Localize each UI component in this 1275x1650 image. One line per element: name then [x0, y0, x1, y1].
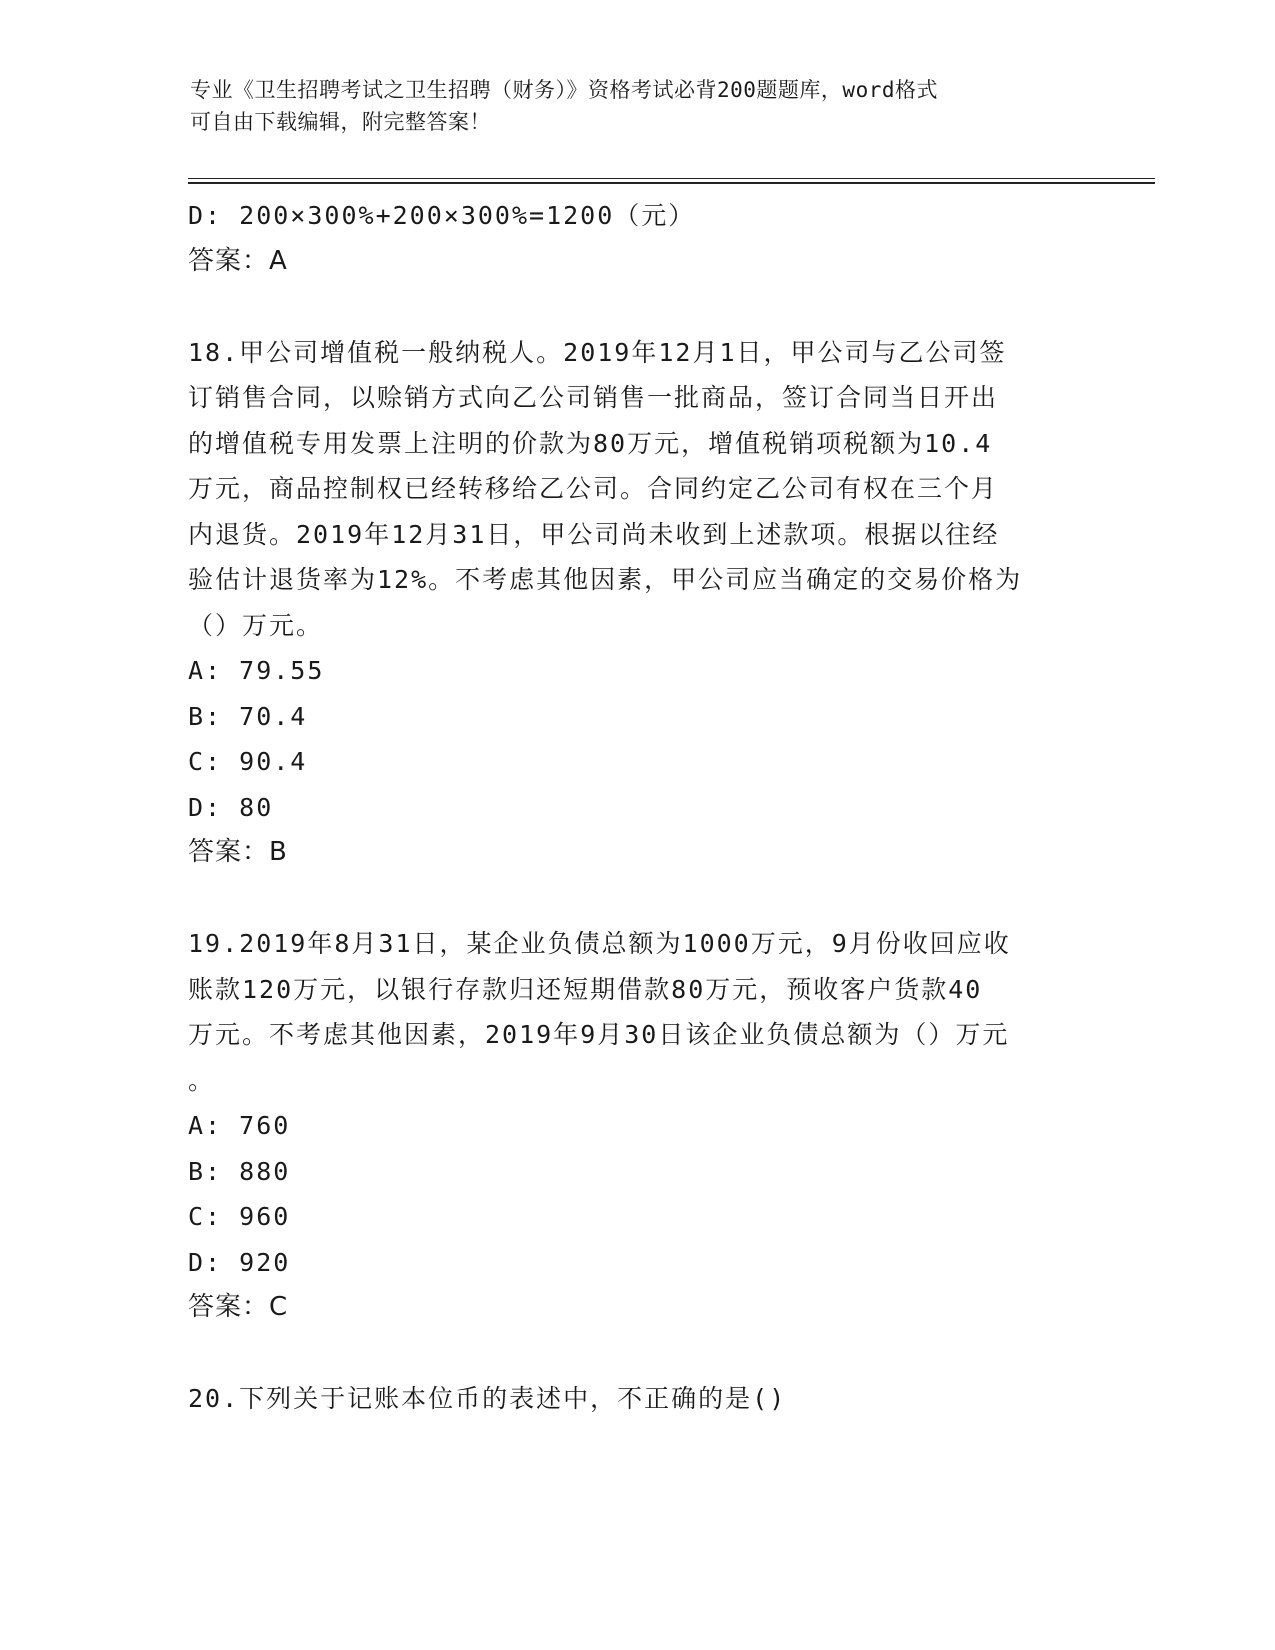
question-18-line: （）万元。	[188, 610, 324, 640]
question-19-answer: 答案：C	[188, 1292, 289, 1322]
question-18-answer: 答案：B	[188, 837, 288, 867]
question-19-line: 账款120万元，以银行存款归还短期借款80万元，预收客户货款40	[188, 974, 983, 1004]
header-title-line-1: 专业《卫生招聘考试之卫生招聘（财务）》资格考试必背200题题库，word格式	[190, 78, 938, 102]
question-19-line: 。	[188, 1065, 216, 1095]
question-18-option-b: B: 70.4	[188, 701, 308, 731]
document-body	[188, 193, 1088, 1422]
question-20-line: 20.下列关于记账本位币的表述中，不正确的是()	[188, 1384, 787, 1413]
header-divider-thin	[188, 178, 1155, 179]
question-18-line: 的增值税专用发票上注明的价款为80万元，增值税销项税额为10.4	[188, 428, 993, 458]
question-19	[188, 921, 1078, 1103]
spacer	[188, 876, 1088, 922]
prev-option-d: D: 200×300%+200×300%=1200（元）	[188, 201, 696, 230]
question-18-line: 验估计退货率为12%。不考虑其他因素，甲公司应当确定的交易价格为	[188, 565, 1023, 594]
page-header	[190, 74, 1090, 138]
question-19-option-d: D: 920	[188, 1247, 291, 1277]
question-18-line: 内退货。2019年12月31日，甲公司尚未收到上述款项。根据以往经	[188, 519, 1000, 549]
question-18	[188, 330, 1078, 649]
question-18-line: 万元，商品控制权已经转移给乙公司。合同约定乙公司有权在三个月	[188, 474, 999, 503]
question-19-option-b: B: 880	[188, 1156, 291, 1186]
header-divider-thick	[188, 182, 1155, 184]
question-19-option-c: C: 960	[188, 1202, 291, 1231]
question-18-line: 订销售合同，以赊销方式向乙公司销售一批商品，签订合同当日开出	[188, 383, 999, 412]
question-18-line: 18.甲公司增值税一般纳税人。2019年12月1日，甲公司与乙公司签	[188, 337, 1007, 367]
spacer	[188, 1331, 1088, 1377]
prev-answer: 答案：A	[188, 245, 288, 276]
question-19-option-a: A: 760	[188, 1111, 291, 1140]
question-18-option-c: C: 90.4	[188, 747, 308, 776]
question-20	[188, 1376, 1078, 1422]
question-18-option-a: A: 79.55	[188, 656, 325, 685]
question-19-line: 19.2019年8月31日，某企业负债总额为1000万元，9月份收回应收	[188, 929, 1011, 958]
header-title-line-2: 可自由下载编辑，附完整答案！	[190, 110, 491, 134]
question-18-option-d: D: 80	[188, 792, 274, 822]
spacer	[188, 284, 1088, 330]
question-19-line: 万元。不考虑其他因素，2019年9月30日该企业负债总额为（）万元	[188, 1020, 1010, 1049]
